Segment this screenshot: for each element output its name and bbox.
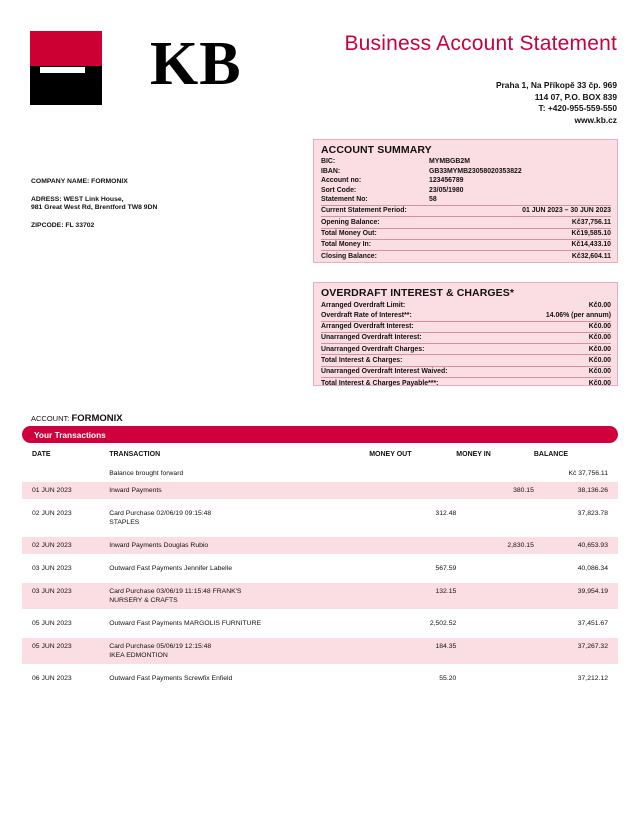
summary-field-sort-code-value: 23/05/1980 <box>429 186 464 194</box>
column-header-transaction: TRANSACTION <box>109 451 161 458</box>
overdraft-interest-waived-label: Unarranged Overdraft Interest Waived: <box>321 368 448 376</box>
transaction-description-line-2: STAPLES <box>109 519 140 526</box>
summary-total-money-out-value: Kč19,585.10 <box>571 230 611 238</box>
summary-statement-period <box>321 205 611 216</box>
summary-field-account-no-label: Account no: <box>321 177 362 185</box>
overdraft-arranged-interest-value: Kč0.00 <box>588 323 611 331</box>
transaction-money-out <box>369 537 456 554</box>
summary-opening-balance-label: Opening Balance: <box>321 218 380 226</box>
transaction-description-line-2: IKEA EDMONTION <box>109 652 168 659</box>
transaction-date: 05 JUN 2023 <box>22 638 109 664</box>
transaction-money-out: 312.48 <box>435 510 457 517</box>
summary-total-money-out-label: Total Money Out: <box>321 230 377 238</box>
transaction-balance: 37,823.78 <box>577 510 608 517</box>
transaction-description: Inward Payments <box>109 482 369 499</box>
summary-field-iban <box>321 167 611 177</box>
table-row <box>22 505 618 531</box>
summary-statement-period-label: Current Statement Period: <box>321 207 407 215</box>
table-row <box>22 615 618 632</box>
transaction-description: Card Purchase 05/06/19 12:15:48 IKEA EDMONTION <box>109 638 369 664</box>
overdraft-panel <box>313 282 618 386</box>
column-header-balance: BALANCE <box>533 451 569 458</box>
brought-forward-out <box>369 465 456 482</box>
summary-total-money-out <box>321 228 611 239</box>
bank-address <box>496 80 617 126</box>
transaction-money-out: 132.15 <box>369 583 456 609</box>
transaction-money-in <box>456 505 534 531</box>
column-header-date: DATE <box>32 451 51 458</box>
account-holder-line <box>31 413 123 424</box>
brought-forward-date <box>22 465 109 482</box>
customer-zipcode: ZIPCODE: FL 33702 <box>31 221 95 229</box>
transaction-balance: 39,954.19 <box>534 583 618 609</box>
customer-details <box>31 178 157 230</box>
transaction-money-in <box>456 583 534 609</box>
customer-address-line-2: 981 Great West Rd, Brentford TW8 9DN <box>31 204 158 211</box>
overdraft-total-payable-label: Total Interest & Charges Payable***: <box>321 379 439 387</box>
overdraft-rate-of-interest-value: 14.06% (per annum) <box>545 311 611 319</box>
account-summary-panel <box>313 139 618 263</box>
transaction-money-in <box>456 615 534 632</box>
transaction-date: 05 JUN 2023 <box>32 620 72 627</box>
transaction-money-out: 184.35 <box>369 638 456 664</box>
summary-opening-balance <box>321 216 611 227</box>
summary-field-statement-no-value: 58 <box>429 196 437 204</box>
overdraft-title: OVERDRAFT INTEREST & CHARGES* <box>321 287 515 299</box>
table-header-row <box>22 448 618 465</box>
bank-address-line-1: Praha 1, Na Příkopě 33 čp. 969 <box>495 80 617 90</box>
transaction-balance: 40,653.93 <box>534 537 618 554</box>
balance-brought-forward-row <box>22 465 618 482</box>
overdraft-unarranged-charges-label: Unarranged Overdraft Charges: <box>321 345 425 353</box>
summary-field-statement-no-label: Statement No: <box>321 196 368 204</box>
transaction-description-line-2: NURSERY & CRAFTS <box>109 597 178 604</box>
transaction-date: 03 JUN 2023 <box>32 565 72 572</box>
column-header-money-in: MONEY IN <box>456 451 491 458</box>
transaction-date: 06 JUN 2023 <box>32 675 72 682</box>
summary-closing-balance <box>321 250 611 261</box>
summary-closing-balance-label: Closing Balance: <box>321 252 377 260</box>
transaction-money-in <box>456 638 534 664</box>
column-header-money-out: MONEY OUT <box>369 451 412 458</box>
transaction-money-out: 55.20 <box>439 675 457 682</box>
summary-field-statement-no <box>321 195 611 205</box>
summary-total-money-in-value: Kč14,433.10 <box>571 241 611 249</box>
transaction-description: Outward Fast Payments Jennifer Labelle <box>109 565 232 572</box>
table-row <box>22 670 618 687</box>
brought-forward-balance: Kč 37,756.11 <box>534 465 618 482</box>
summary-field-iban-label: IBAN: <box>321 167 341 175</box>
transaction-money-in: 2,830.15 <box>456 537 534 554</box>
overdraft-arranged-interest-label: Arranged Overdraft Interest: <box>321 323 414 331</box>
overdraft-interest-waived <box>321 366 611 377</box>
transaction-balance: 37,451.67 <box>577 620 608 627</box>
summary-opening-balance-value: Kč37,756.11 <box>571 218 611 226</box>
summary-field-bic-label: BIC: <box>321 158 336 165</box>
overdraft-arranged-limit <box>321 300 611 310</box>
account-holder-label: ACCOUNT: <box>31 414 70 423</box>
transaction-date: 03 JUN 2023 <box>22 583 109 609</box>
logo-square-icon <box>30 31 102 105</box>
overdraft-rate-of-interest-label: Overdraft Rate of Interest**: <box>321 311 412 319</box>
transaction-date: 02 JUN 2023 <box>32 510 72 517</box>
table-row <box>22 482 618 499</box>
overdraft-arranged-interest <box>321 321 611 332</box>
transaction-description: Outward Fast Payments MARGOLIS FURNITURE <box>109 620 262 627</box>
transactions-body <box>22 465 618 687</box>
summary-total-money-in <box>321 239 611 250</box>
overdraft-unarranged-interest <box>321 332 611 343</box>
transaction-date: 02 JUN 2023 <box>22 537 109 554</box>
bank-address-line-2: 114 07, P.O. BOX 839 <box>534 91 617 102</box>
brought-forward-in <box>456 465 534 482</box>
bank-website: www.kb.cz <box>574 114 617 125</box>
transaction-date: 01 JUN 2023 <box>22 482 109 499</box>
summary-total-money-in-label: Total Money In: <box>321 241 372 249</box>
overdraft-rate-of-interest <box>321 310 611 320</box>
overdraft-total-payable-value: Kč0.00 <box>588 379 611 387</box>
overdraft-unarranged-interest-value: Kč0.00 <box>588 334 611 342</box>
logo-red-half <box>30 31 102 66</box>
overdraft-arranged-limit-value: Kč0.00 <box>588 301 611 309</box>
summary-statement-period-value: 01 JUN 2023 – 30 JUN 2023 <box>522 207 611 215</box>
summary-field-bic-value: MYMBGB2M <box>429 158 470 165</box>
summary-field-bic <box>321 157 611 167</box>
overdraft-total-interest-charges-label: Total Interest & Charges: <box>321 356 403 364</box>
transaction-description: Inward Payments Douglas Rubio <box>109 537 369 554</box>
summary-field-iban-value: GB33MYMB23058020353822 <box>429 167 522 175</box>
table-row <box>22 537 618 554</box>
overdraft-total-interest-charges <box>321 354 611 365</box>
page-title: Business Account Statement <box>344 32 617 55</box>
transaction-balance: 40,086.34 <box>577 565 608 572</box>
transaction-money-out: 567.59 <box>435 565 457 572</box>
table-row <box>22 638 618 664</box>
customer-address-line-1: ADRESS: WEST Link House, <box>31 195 124 203</box>
transaction-money-in <box>456 560 534 577</box>
kb-logo-mark <box>30 31 102 105</box>
transaction-balance: 37,267.32 <box>534 638 618 664</box>
transaction-description: Card Purchase 02/06/19 09:15:48 STAPLES <box>109 505 369 531</box>
logo-white-bar <box>40 67 85 73</box>
transactions-banner-label: Your Transactions <box>34 429 106 440</box>
transactions-banner <box>22 426 618 443</box>
overdraft-interest-waived-value: Kč0.00 <box>588 368 611 376</box>
transaction-balance: 37,212.12 <box>577 675 608 682</box>
table-row <box>22 583 618 609</box>
transaction-description: Outward Fast Payments Screwfix Enfield <box>109 675 233 682</box>
table-row <box>22 560 618 577</box>
summary-field-sort-code <box>321 186 611 196</box>
overdraft-unarranged-charges-value: Kč0.00 <box>588 345 611 353</box>
transaction-money-out <box>369 482 456 499</box>
customer-name: COMPANY NAME: FORMONIX <box>31 178 128 185</box>
overdraft-total-payable <box>321 377 611 388</box>
account-summary-title: ACCOUNT SUMMARY <box>321 144 432 156</box>
account-holder-value: FORMONIX <box>71 413 123 424</box>
overdraft-arranged-limit-label: Arranged Overdraft Limit: <box>321 301 406 309</box>
summary-field-sort-code-label: Sort Code: <box>321 186 357 194</box>
transaction-money-in <box>456 670 534 687</box>
summary-field-account-no-value: 123456789 <box>429 177 464 185</box>
brought-forward-description: Balance brought forward <box>109 465 369 482</box>
overdraft-unarranged-interest-label: Unarranged Overdraft Interest: <box>321 334 422 342</box>
transactions-table <box>22 448 618 687</box>
summary-field-account-no <box>321 176 611 186</box>
transaction-balance: 38,136.26 <box>534 482 618 499</box>
overdraft-unarranged-charges <box>321 343 611 354</box>
bank-phone: T: +420-955-559-550 <box>538 103 617 113</box>
transaction-description: Card Purchase 03/06/19 11:15:48 FRANK'S NURSERY & CRAFTS <box>109 583 369 609</box>
transaction-money-in: 380.15 <box>456 482 534 499</box>
logo-wordmark: KB <box>150 30 242 98</box>
document-header <box>0 0 639 140</box>
overdraft-total-interest-charges-value: Kč0.00 <box>588 356 611 364</box>
summary-closing-balance-value: Kč32,604.11 <box>571 252 611 260</box>
transaction-money-out: 2,502.52 <box>429 620 457 627</box>
